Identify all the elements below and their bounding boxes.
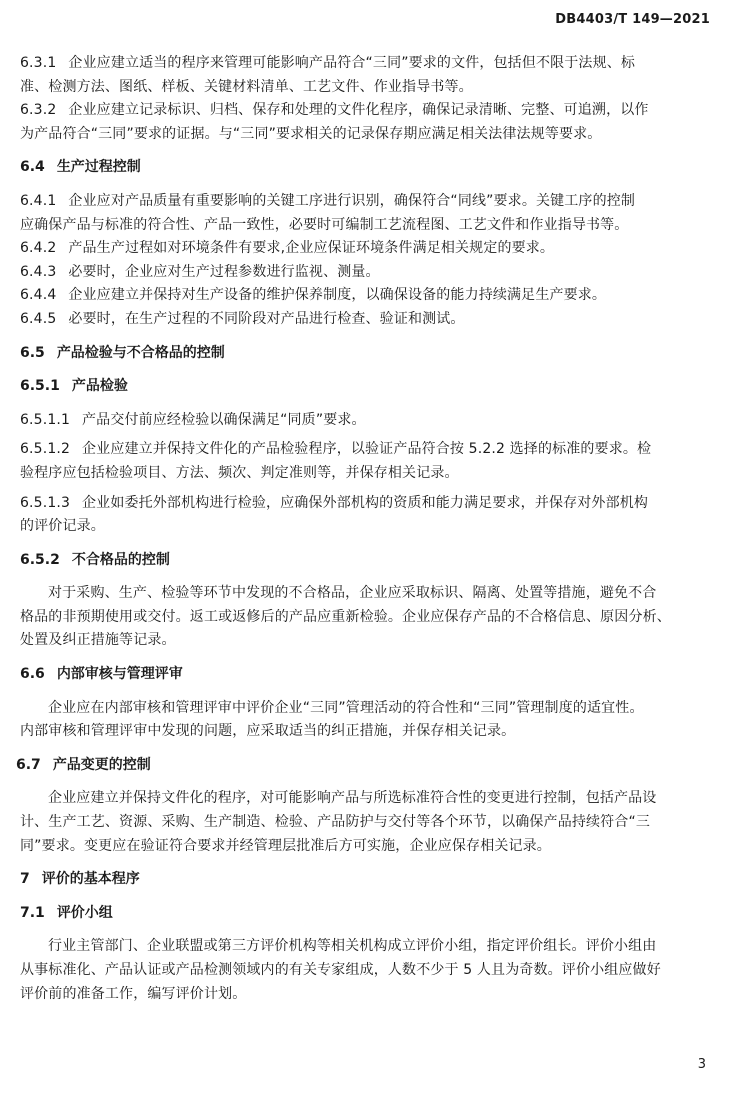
document-body [16,52,720,1006]
clause-6-3-1-cont: 准、检测方法、图纸、样板、关键材料清单、工艺文件、作业指导书等。 [20,78,473,95]
paragraph-6-5-2: 对于采购、生产、检验等环节中发现的不合格品，企业应采取标识、隔离、处置等措施，避免不合 [48,585,657,602]
paragraph-7-1-cont: 从事标准化、产品认证或产品检测领域内的有关专家组成，人数不少于 5 人且为奇数。评价小组应做好 [20,962,661,978]
paragraph-6-5-2-cont: 格品的非预期使用或交付。返工或返修后的产品应重新检验。企业应保存产品的不合格信息、原因分析、 [20,608,671,625]
clause-text: 企业应对产品质量有重要影响的关键工序进行识别，确保符合“同线”要求。关键工序的控制 [68,192,636,209]
section-number: 6.5.2 [20,551,60,568]
paragraph-6-5-2-cont: 处置及纠正措施等记录。 [20,632,176,649]
clause-6-5-1-2-cont: 验程序应包括检验项目、方法、频次、判定准则等，并保存相关记录。 [20,464,459,481]
clause-6-4-1-cont: 应确保产品与标准的符合性、产品一致性，必要时可编制工艺流程图、工艺文件和作业指导书等。 [20,216,629,233]
section-title: 内部审核与管理评审 [56,666,183,683]
clause-6-3-1 [20,52,720,76]
clause-number: 6.3.2 [20,102,57,119]
section-heading-6-6 [20,663,720,687]
clause-number: 6.5.1.2 [20,441,71,458]
paragraph-7-1-cont: 评价前的准备工作，编写评价计划。 [20,985,247,1002]
section-number: 6.5 [20,344,45,361]
section-title: 评价小组 [56,904,113,921]
section-title: 产品变更的控制 [52,756,151,773]
clause-text: 企业应建立记录标识、归档、保存和处理的文件化程序，确保记录清晰、完整、可追溯，以作 [68,102,649,119]
section-heading-6-5-1 [20,375,720,399]
clause-6-3-2-cont: 为产品符合“三同”要求的证据。与“三同”要求相关的记录保存期应满足相关法律法规等要求。 [20,125,602,142]
clause-6-5-1-3-cont: 的评价记录。 [20,518,105,535]
clause-text: 企业应建立并保持文件化的产品检验程序，以验证产品符合按 5.2.2 选择的标准的要求。检 [82,441,652,458]
section-heading-6-7 [16,754,720,778]
section-number: 6.5.1 [20,378,60,395]
section-number: 6.7 [16,756,41,773]
section-number: 6.4 [20,159,45,176]
paragraph-6-6: 企业应在内部审核和管理评审中评价企业“三同”管理活动的符合性和“三同”管理制度的适宜性。 [48,699,644,716]
clause-text: 企业应建立适当的程序来管理可能影响产品符合“三同”要求的文件，包括但不限于法规、标 [68,55,636,71]
section-heading-6-5-2 [20,549,720,573]
clause-number: 6.4.1 [20,192,57,209]
paragraph-7-1: 行业主管部门、企业联盟或第三方评价机构等相关机构成立评价小组，指定评价组长。评价小组由 [48,938,657,955]
clause-6-4-3 [20,261,720,285]
clause-6-4-2 [20,237,720,261]
section-title: 不合格品的控制 [71,551,170,568]
clause-number: 6.5.1.1 [20,411,71,428]
clause-6-3-2 [20,99,720,123]
section-title: 生产过程控制 [56,159,141,176]
section-title: 评价的基本程序 [41,871,140,888]
clause-text: 产品生产过程如对环境条件有要求,企业应保证环境条件满足相关规定的要求。 [68,240,555,257]
paragraph-6-6-cont: 内部审核和管理评审中发现的问题，应采取适当的纠正措施，并保存相关记录。 [20,723,516,740]
clause-number: 6.5.1.3 [20,494,71,511]
clause-number: 6.4.5 [20,310,57,327]
clause-number: 6.4.4 [20,287,57,304]
document-code: DB4403/T 149—2021 [555,12,710,27]
section-number: 7 [20,871,30,888]
clause-6-5-1-2 [20,438,720,462]
clause-number: 6.4.3 [20,263,57,280]
section-heading-7 [20,868,720,892]
clause-text: 企业应建立并保持对生产设备的维护保养制度，以确保设备的能力持续满足生产要求。 [68,287,607,304]
clause-text: 企业如委托外部机构进行检验，应确保外部机构的资质和能力满足要求，并保存对外部机构 [82,494,649,511]
clause-text: 必要时，企业应对生产过程参数进行监视、测量。 [68,263,380,280]
clause-6-5-1-1 [20,409,720,433]
clause-number: 6.4.2 [20,240,57,257]
section-number: 6.6 [20,666,45,683]
paragraph-6-7: 企业应建立并保持文件化的程序，对可能影响产品与所选标准符合性的变更进行控制，包括产品设 [48,790,657,807]
section-heading-6-5 [20,342,720,366]
paragraph-6-7-cont: 计、生产工艺、资源、采购、生产制造、检验、产品防护与交付等各个环节，以确保产品持续符合“三 [20,814,650,831]
paragraph-6-7-cont: 同”要求。变更应在验证符合要求并经管理层批准后方可实施，企业应保存相关记录。 [20,837,551,854]
clause-number: 6.3.1 [20,55,57,71]
clause-6-4-5 [20,308,720,332]
clause-6-4-1 [20,190,720,214]
clause-text: 产品交付前应经检验以确保满足“同质”要求。 [82,411,366,428]
page-number: 3 [697,1057,706,1072]
clause-6-5-1-3 [20,492,720,516]
clause-text: 必要时，在生产过程的不同阶段对产品进行检查、验证和测试。 [68,310,465,327]
section-title: 产品检验与不合格品的控制 [56,344,225,361]
clause-6-4-4 [20,284,720,308]
section-number: 7.1 [20,904,45,921]
section-title: 产品检验 [71,378,128,395]
section-heading-7-1 [20,902,720,926]
section-heading-6-4 [20,156,720,180]
